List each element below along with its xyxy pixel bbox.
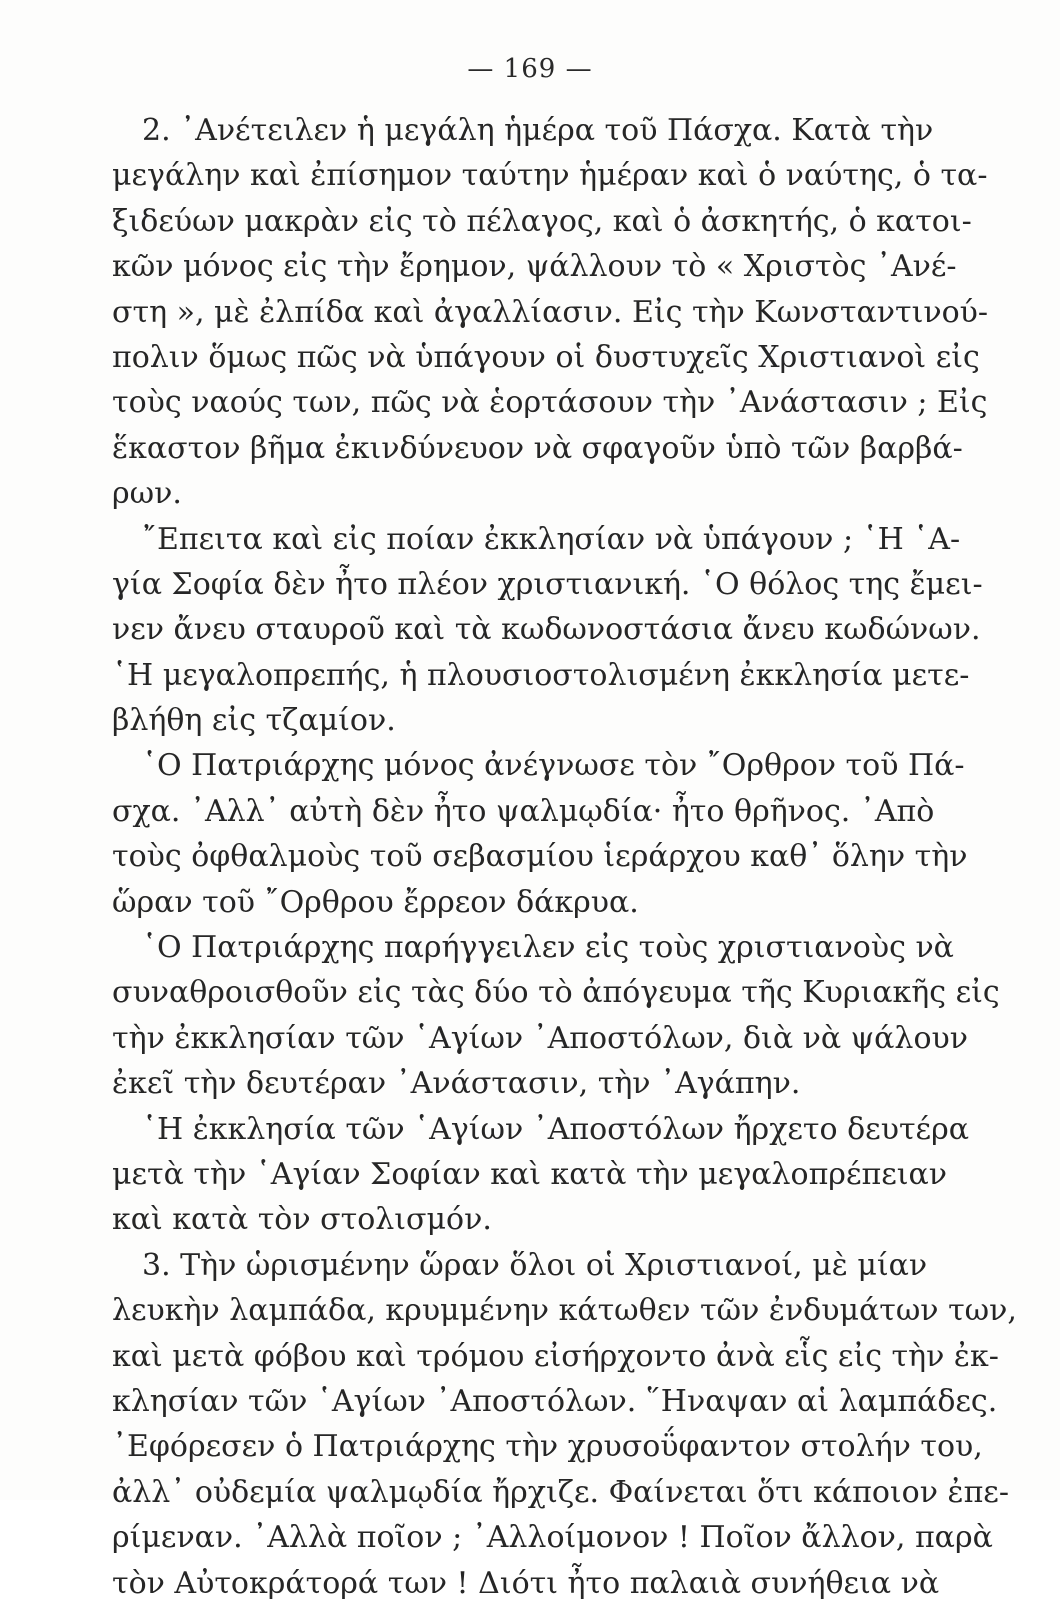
text-line: καὶ μετὰ φόβου καὶ τρόμου εἰσήρχοντο ἀνὰ εἷς εἰς τὴν ἐκ- [112, 1338, 999, 1374]
page-number: — 169 — [467, 54, 593, 84]
text-line: νεν ἄνευ σταυροῦ καὶ τὰ κωδωνοστάσια ἄνευ κωδώνων. [112, 612, 981, 648]
text-line: τοὺς ὀφθαλμοὺς τοῦ σεβασμίου ἱεράρχου καθ᾿ ὅλην τὴν [112, 839, 968, 875]
text-line: ἕκαστον βῆμα ἐκινδύνευον νὰ σφαγοῦν ὑπὸ τῶν βαρβά- [112, 430, 963, 466]
text-line: βλήθη εἰς τζαμίον. [112, 703, 396, 739]
text-line: ἐκεῖ τὴν δευτέραν ᾿Ανάστασιν, τὴν ᾿Αγάπην. [112, 1066, 801, 1102]
text-line: ῾Η ἐκκλησία τῶν ῾Αγίων ᾿Αποστόλων ἤρχετο δευτέρα [142, 1111, 969, 1147]
text-line: τὸν Αὐτοκράτορά των ! Διότι ἦτο παλαιὰ συνήθεια νὰ [112, 1565, 940, 1601]
text-line: ξιδεύων μακρὰν εἰς τὸ πέλαγος, καὶ ὁ ἀσκητής, ὁ κατοι- [112, 203, 972, 239]
text-line: γία Σοφία δὲν ἦτο πλέον χριστιανική. ῾Ο θόλος της ἔμει- [112, 566, 983, 602]
text-line: καὶ κατὰ τὸν στολισμόν. [112, 1202, 492, 1238]
text-line: ῾Η μεγαλοπρεπής, ἡ πλουσιοστολισμένη ἐκκλησία μετε- [112, 657, 970, 693]
text-line: κλησίαν τῶν ῾Αγίων ᾿Αποστόλων. ῞Ηναψαν αἱ λαμπάδες. [112, 1383, 998, 1419]
text-line: τοὺς ναούς των, πῶς νὰ ἑορτάσουν τὴν ᾿Ανάστασιν ; Εἰς [112, 385, 988, 421]
text-line: ῎Επειτα καὶ εἰς ποίαν ἐκκλησίαν νὰ ὑπάγουν ; ῾Η ῾Α- [142, 521, 961, 557]
text-line: μεγάλην καὶ ἐπίσημον ταύτην ἡμέραν καὶ ὁ ναύτης, ὁ τα- [112, 158, 988, 194]
text-line: τὴν ἐκκλησίαν τῶν ῾Αγίων ᾿Αποστόλων, διὰ νὰ ψάλουν [112, 1020, 968, 1056]
text-line: κῶν μόνος εἰς τὴν ἔρημον, ψάλλουν τὸ « Χριστὸς ᾿Ανέ- [112, 249, 957, 285]
text-line: ρίμεναν. ᾿Αλλὰ ποῖον ; ᾿Αλλοίμονον ! Ποῖον ἄλλον, παρὰ [112, 1520, 993, 1556]
text-line: ᾿Εφόρεσεν ὁ Πατριάρχης τὴν χρυσοΰφαντον στολήν του, [112, 1429, 983, 1465]
text-line: ῾Ο Πατριάρχης μόνος ἀνέγνωσε τὸν ῎Ορθρον τοῦ Πά- [142, 748, 965, 784]
text-line: ἀλλ᾿ οὐδεμία ψαλμῳδία ἤρχιζε. Φαίνεται ὅτι κάποιον ἐπε- [112, 1474, 1009, 1510]
body-text [112, 108, 1017, 1606]
text-line: μετὰ τὴν ῾Αγίαν Σοφίαν καὶ κατὰ τὴν μεγαλοπρέπειαν [112, 1156, 948, 1192]
text-line: ὥραν τοῦ ῎Ορθρου ἔρρεον δάκρυα. [112, 884, 639, 920]
text-line: πολιν ὅμως πῶς νὰ ὑπάγουν οἱ δυστυχεῖς Χριστιανοὶ εἰς [112, 339, 980, 375]
text-line: ῾Ο Πατριάρχης παρήγγειλεν εἰς τοὺς χριστιανοὺς νὰ [142, 930, 954, 966]
text-line: ρων. [112, 476, 182, 512]
text-line: στη », μὲ ἐλπίδα καὶ ἀγαλλίασιν. Εἰς τὴν Κωνσταντινού- [112, 294, 989, 330]
text-line: συναθροισθοῦν εἰς τὰς δύο τὸ ἀπόγευμα τῆς Κυριακῆς εἰς [112, 975, 1000, 1011]
text-line: 3. Τὴν ὡρισμένην ὥραν ὅλοι οἱ Χριστιανοί, μὲ μίαν [142, 1247, 928, 1283]
text-line: λευκὴν λαμπάδα, κρυμμένην κάτωθεν τῶν ἐνδυμάτων των, [112, 1293, 1017, 1329]
text-line: σχα. ᾿Αλλ᾿ αὐτὴ δὲν ἦτο ψαλμῳδία· ἦτο θρῆνος. ᾿Απὸ [112, 793, 935, 829]
text-line: 2. ᾿Ανέτειλεν ἡ μεγάλη ἡμέρα τοῦ Πάσχα. Κατὰ τὴν [142, 113, 934, 148]
